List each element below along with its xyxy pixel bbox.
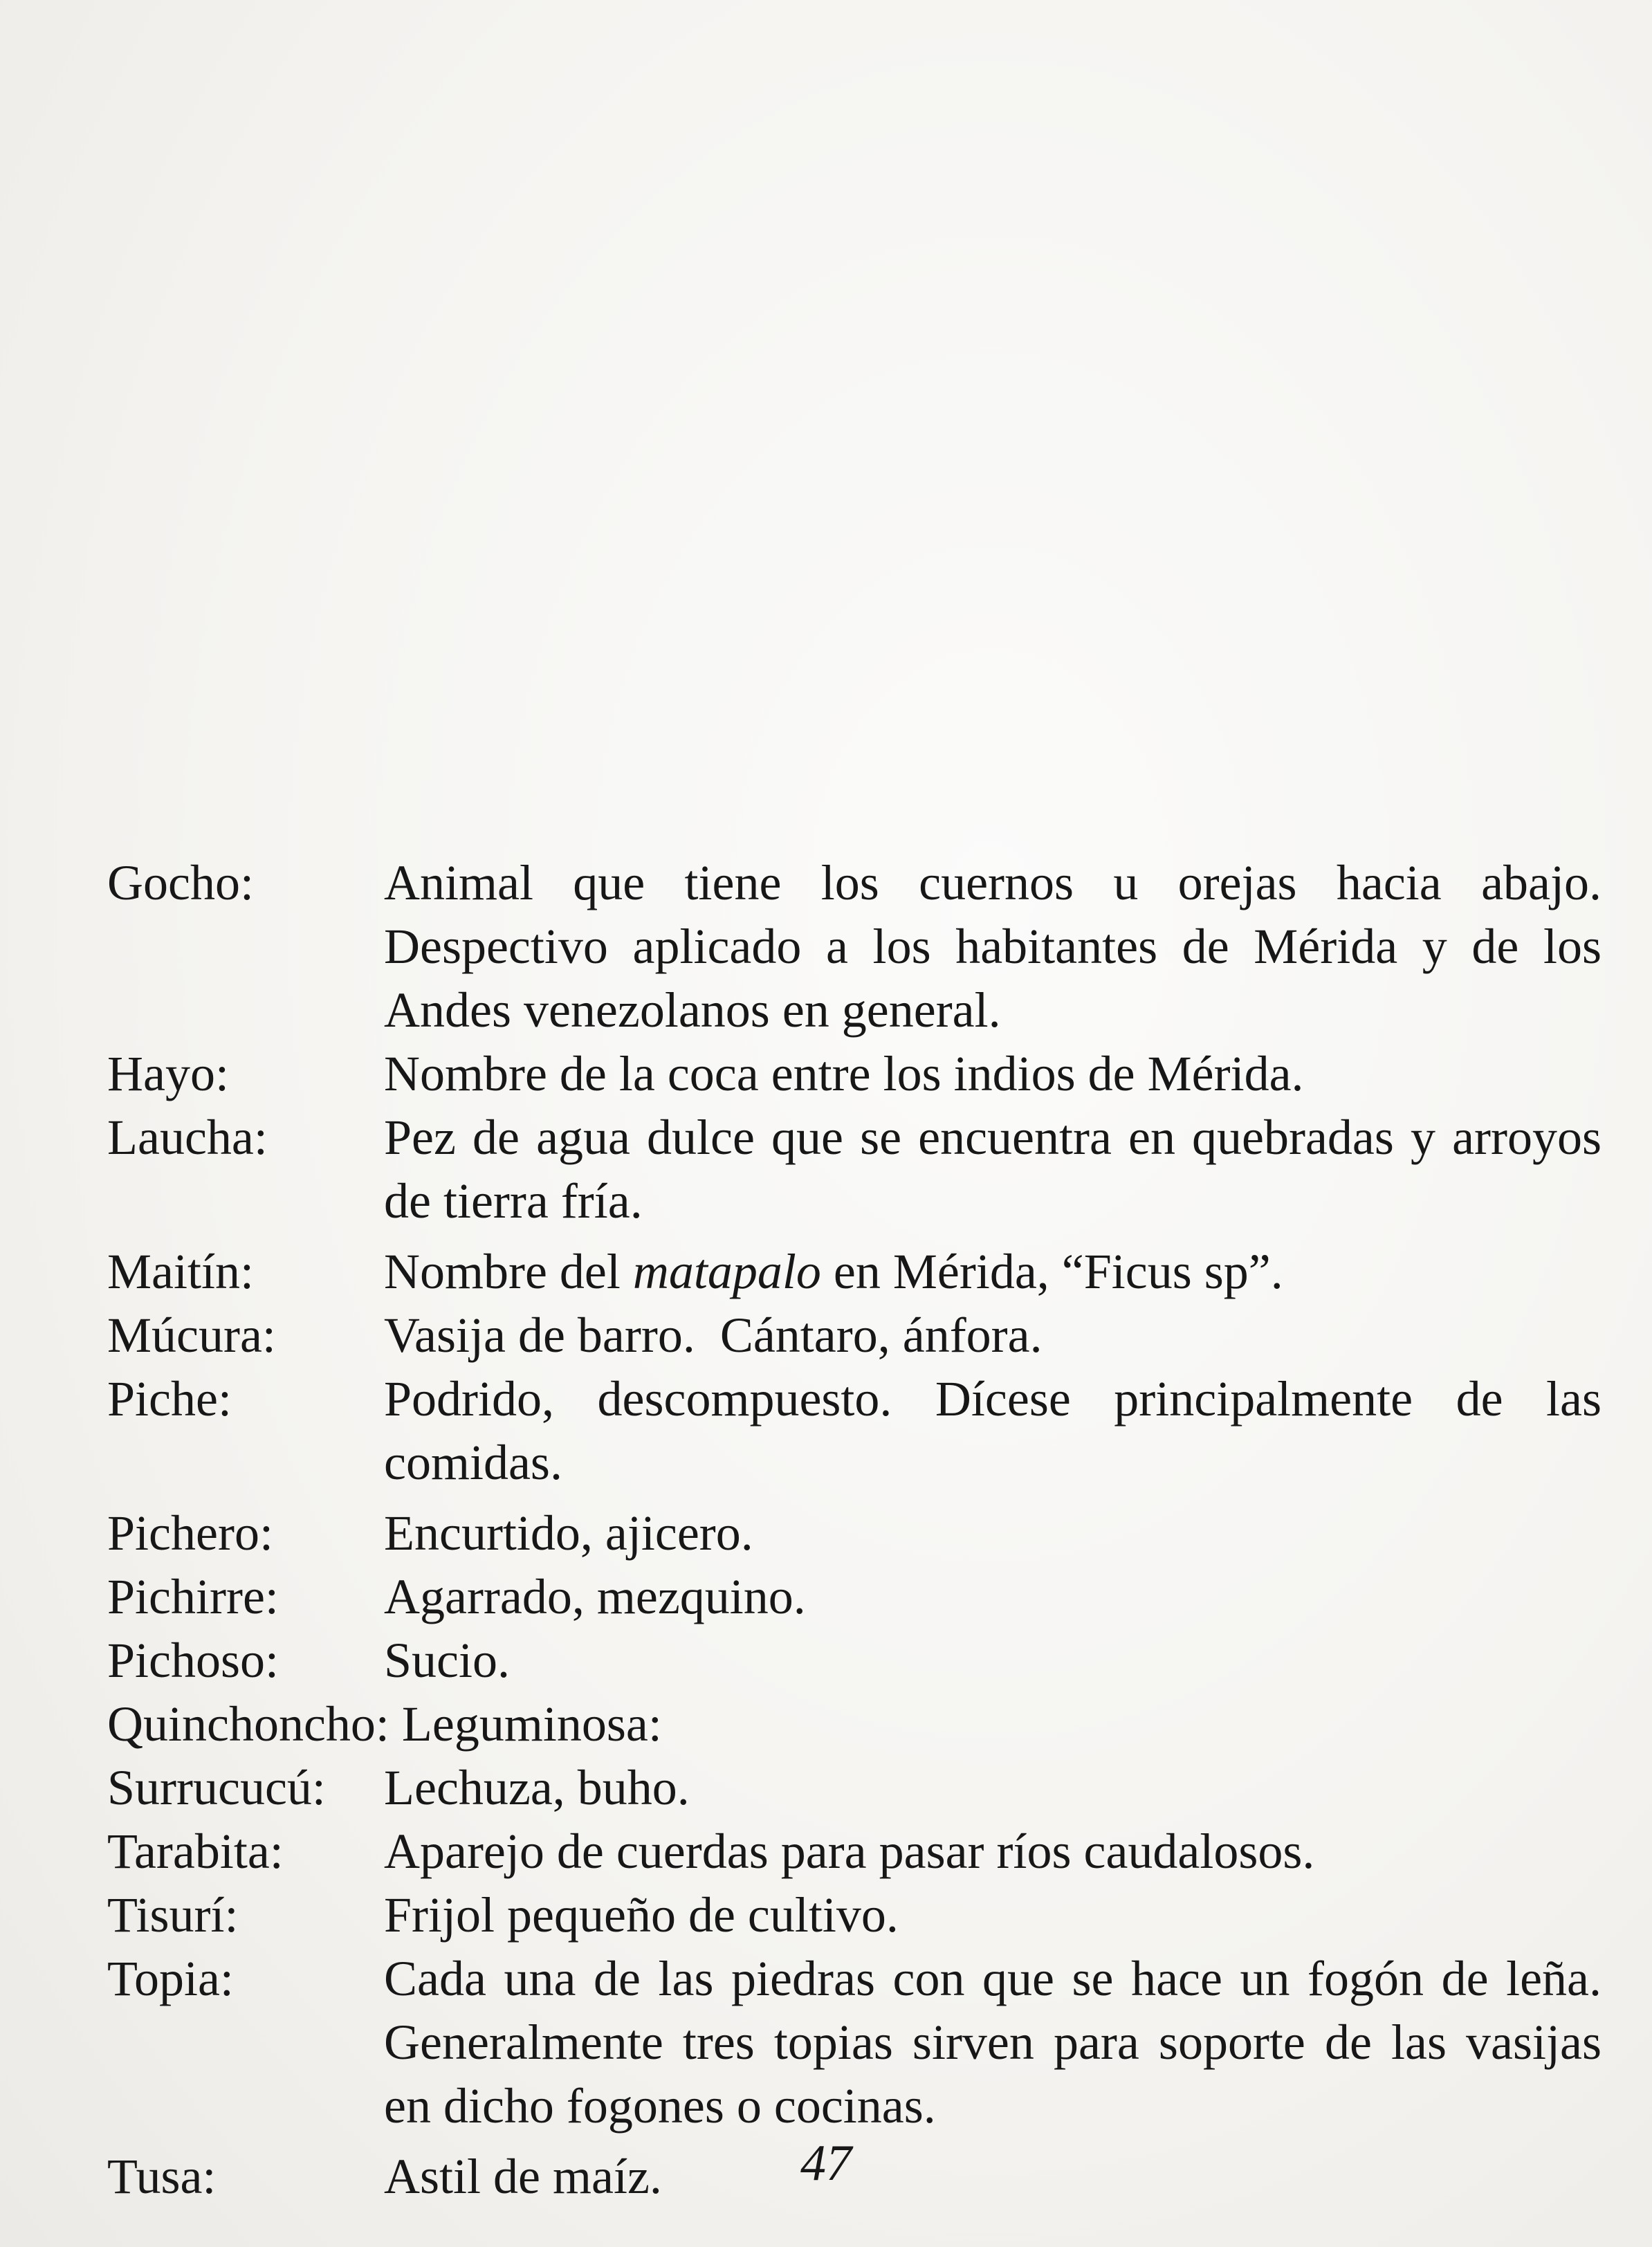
glossary-entry-pichirre [107, 1565, 1601, 1629]
glossary-definition: Pez de agua dulce que se encuentra en quebradas y arroyos de tierra fría. [384, 1110, 1601, 1229]
glossary-definition: Frijol pequeño de cultivo. [384, 1887, 899, 1943]
glossary-term: Laucha: [107, 1110, 268, 1165]
glossary-definition: Sucio. [384, 1633, 511, 1688]
glossary-term: Pichirre: [107, 1569, 279, 1624]
glossary-entry-surrucucu [107, 1756, 1601, 1819]
glossary-term: Maitín: [107, 1244, 254, 1299]
definition-text: en Mérida, “Ficus sp”. [820, 1244, 1283, 1299]
glossary-entry-tarabita [107, 1819, 1601, 1883]
glossary-definition: Aparejo de cuerdas para pasar ríos caudalosos. [384, 1824, 1315, 1879]
glossary-entry-pichoso [107, 1629, 1601, 1692]
glossary-entry-maitin [107, 1240, 1601, 1303]
glossary-entry-mucura [107, 1303, 1601, 1367]
glossary-definition: Lechuza, buho. [384, 1760, 690, 1815]
glossary-term: Tusa: [107, 2149, 217, 2204]
glossary-term: Pichero: [107, 1505, 273, 1561]
glossary-definition: Agarrado, mezquino. [384, 1569, 806, 1624]
glossary-term: Topia: [107, 1951, 234, 2006]
glossary-definition [384, 1240, 1601, 1303]
glossary-definition: Vasija de barro. Cántaro, ánfora. [384, 1308, 1043, 1363]
definition-italic-term: matapalo [632, 1244, 821, 1299]
glossary-term: Quinchoncho: [107, 1696, 389, 1752]
glossary-entry-pichero [107, 1501, 1601, 1565]
page-number: 47 [800, 2135, 852, 2192]
glossary-entry-topia [107, 1947, 1601, 2138]
glossary-definition: Leguminosa: [401, 1696, 662, 1752]
glossary-term: Tarabita: [107, 1824, 284, 1879]
glossary-term: Tisurí: [107, 1887, 239, 1943]
glossary-term: Múcura: [107, 1308, 276, 1363]
glossary-entry-laucha [107, 1106, 1601, 1233]
glossary-term: Pichoso: [107, 1633, 279, 1688]
glossary-definition: Encurtido, ajicero. [384, 1505, 753, 1561]
glossary-term: Gocho: [107, 855, 254, 910]
glossary-entry-tisuri [107, 1883, 1601, 1947]
glossary-term: Piche: [107, 1371, 232, 1427]
glossary-definition: Nombre de la coca entre los indios de Mérida. [384, 1046, 1304, 1101]
definition-text: Nombre del [384, 1244, 633, 1299]
glossary-entry-quinchoncho [107, 1692, 1601, 1756]
glossary-definition: Astil de maíz. [384, 2149, 662, 2204]
glossary-entry-piche [107, 1367, 1601, 1494]
glossary-entry-hayo [107, 1042, 1601, 1106]
glossary-list [107, 851, 1601, 2208]
glossary-term: Surrucucú: [107, 1760, 326, 1815]
glossary-definition: Cada una de las piedras con que se hace un fogón de leña. Generalmente tres topias sirven para soporte de las vasijas en dicho fogones o cocinas. [384, 1951, 1601, 2134]
glossary-entry-gocho [107, 851, 1601, 1042]
glossary-definition: Animal que tiene los cuernos u orejas hacia abajo. Despectivo aplicado a los habitantes de Mérida y de los Andes venezolanos en general. [384, 855, 1601, 1038]
glossary-term: Hayo: [107, 1046, 229, 1101]
glossary-definition: Podrido, descompuesto. Dícese principalmente de las comidas. [384, 1371, 1601, 1490]
